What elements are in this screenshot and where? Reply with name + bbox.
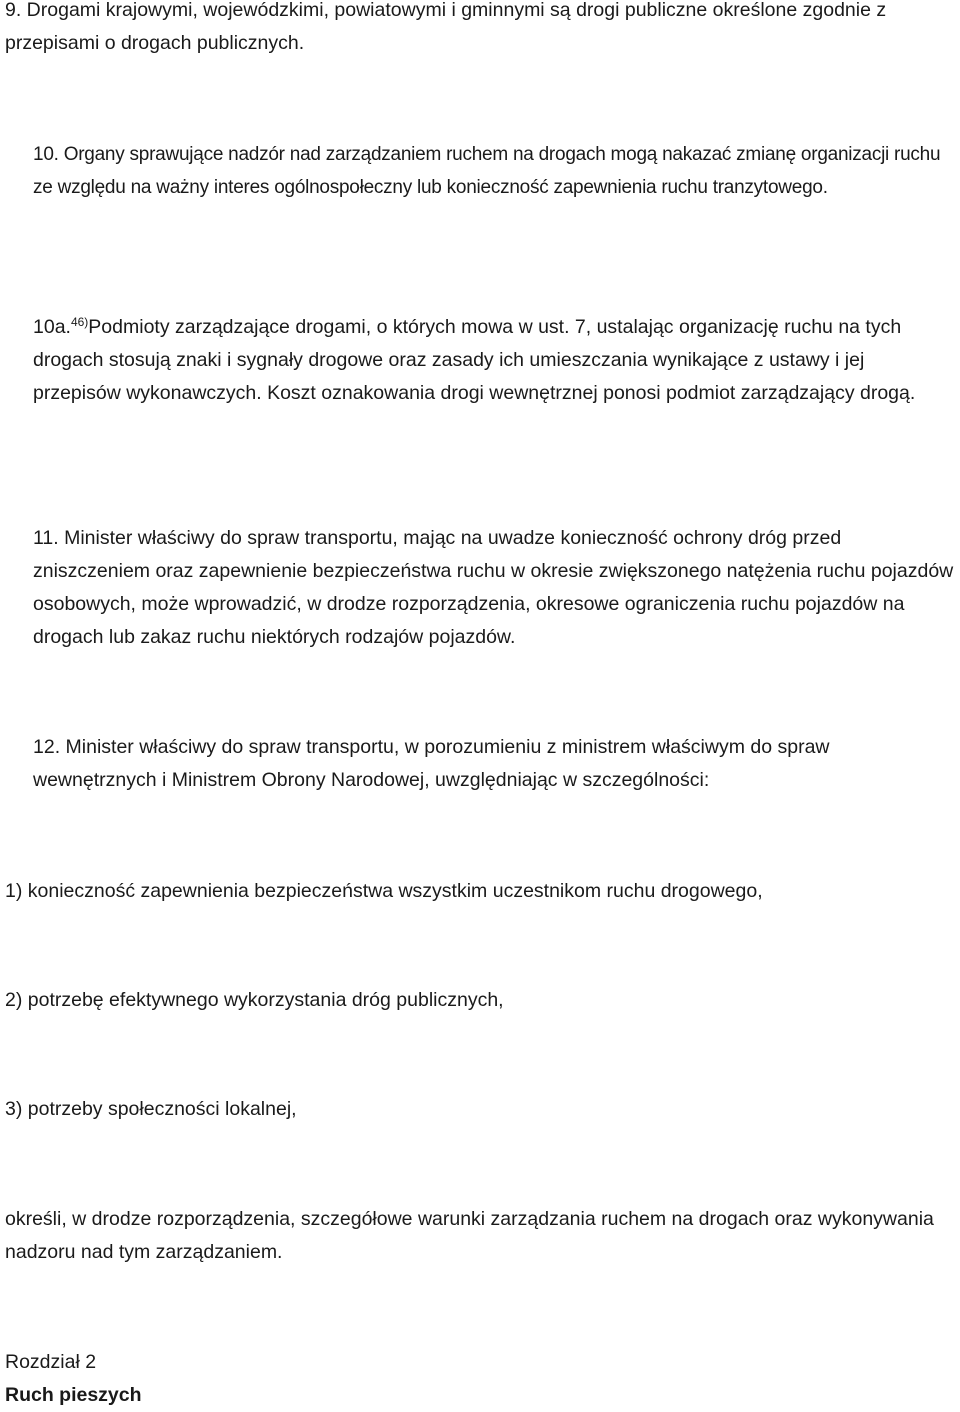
paragraph-11-text: 11. Minister właściwy do spraw transportu, mając na uwadze konieczność ochrony dróg przed zniszczeniem oraz zapewnienie bezpieczeństwa ruchu w okresie zwiększonego natężenia ruchu pojazdów osobowych, może wprowadzić, w drodze rozporządzenia, okresowe ograniczenia ruchu pojazdów na drogach lub zakaz ruchu niektórych rodzajów pojazdów. — [33, 527, 954, 648]
chapter-number: Rozdział 2 — [5, 1351, 97, 1373]
list-item-1: 1) konieczność zapewnienia bezpieczeństwa wszystkim uczestnikom ruchu drogowego, — [5, 880, 763, 902]
paragraph-10-text: 10. Organy sprawujące nadzór nad zarządzaniem ruchem na drogach mogą nakazać zmianę organizacji ruchu ze względu na ważny interes ogólnospołeczny lub konieczność zapewnienia ruchu tranzytowego. — [33, 144, 941, 198]
paragraph-10a-number: 10a. — [33, 316, 71, 338]
paragraph-12-text: 12. Minister właściwy do spraw transportu, w porozumieniu z ministrem właściwym do spraw wewnętrznych i Ministrem Obrony Narodowej, uwzględniając w szczególności: — [33, 736, 830, 791]
paragraph-10 — [5, 138, 955, 204]
closing-paragraph: określi, w drodze rozporządzenia, szczegółowe warunki zarządzania ruchem na drogach oraz wykonywania nadzoru nad tym zarządzaniem. — [5, 1208, 934, 1263]
paragraph-9: 9. Drogami krajowymi, wojewódzkimi, powiatowymi i gminnymi są drogi publiczne określone zgodnie z przepisami o drogach publicznych. — [5, 0, 887, 54]
chapter-title: Ruch pieszych — [5, 1384, 142, 1406]
footnote-marker: 46) — [70, 315, 89, 329]
paragraph-11 — [5, 522, 955, 654]
paragraph-10a — [5, 311, 955, 410]
list-item-2: 2) potrzebę efektywnego wykorzystania dróg publicznych, — [5, 989, 504, 1011]
paragraph-10a-text: Podmioty zarządzające drogami, o których mowa w ust. 7, ustalając organizację ruchu na tych drogach stosują znaki i sygnały drogowe oraz zasady ich umieszczania wynikające z ustawy i jej przepisów wykonawczych. Koszt oznakowania drogi wewnętrznej ponosi podmiot zarządzający drogą. — [33, 316, 916, 404]
list-item-3: 3) potrzeby społeczności lokalnej, — [5, 1098, 297, 1120]
paragraph-12 — [5, 731, 955, 797]
